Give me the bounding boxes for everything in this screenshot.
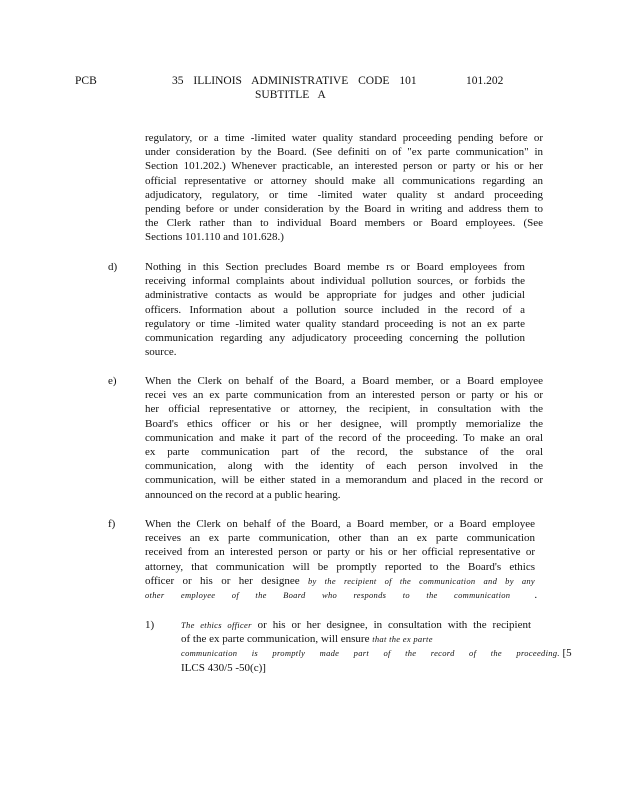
text-line: communication and make it part of the record of the proceeding. To make an oral	[145, 431, 543, 444]
subsection-e-paragraph	[145, 374, 543, 502]
text-line: regulatory or time -limited water quality standard proceeding is not an ex parte	[145, 317, 525, 330]
plain-text: or his or her designee, in consultation with the recipient	[257, 619, 532, 631]
statutory-italic-text: The ethics officer	[181, 620, 252, 630]
text-line: announced on the record at a public hearing.	[145, 488, 341, 501]
item-1-paragraph	[181, 618, 572, 675]
text-line: received from an interested person or party or his or her official representative or	[145, 546, 535, 559]
text-line: her official representative or attorney, the recipient, in consultation with the	[145, 403, 543, 416]
text-line: recei ves an ex parte communication from an interested person or party or his or	[145, 389, 543, 402]
plain-text: .	[534, 589, 538, 602]
continuation-paragraph	[145, 131, 543, 245]
plain-text: of the ex parte communication, will ensure	[181, 633, 370, 646]
subsection-label-e: e)	[108, 375, 117, 387]
text-line: ex parte communication part of the record, the substance of the oral	[145, 446, 543, 459]
subsection-label-f: f)	[108, 518, 116, 530]
text-line: Board's ethics officer or his or her designee, will promptly memorialize the	[145, 417, 543, 430]
text-line: regulatory, or a time -limited water quality standard proceeding pending before or	[145, 132, 543, 144]
text-line: ILCS 430/5 -50(c)]	[181, 661, 266, 674]
text-line: the Clerk rather than to individual Board members or Board employees. (See	[145, 217, 543, 230]
text-line: officers. Information about a pollution source included in the record of a	[145, 303, 525, 316]
text-line: communication, along with the identity of each person involved in the	[145, 460, 543, 473]
text-line: under consideration by the Board. (See definiti on of "ex parte communication" in	[145, 146, 543, 159]
text-line-mixed	[145, 574, 535, 588]
statutory-italic-text: communication is promptly made part of the record of the proceeding.	[181, 648, 560, 659]
item-label-1: 1)	[145, 619, 155, 631]
text-line: When the Clerk on behalf of the Board, a Board member, or a Board employee	[145, 375, 543, 387]
text-line: When the Clerk on behalf of the Board, a Board member, or a Board employee	[145, 518, 535, 530]
text-line-mixed	[145, 588, 538, 602]
text-line: communication regarding any adjudicatory proceeding concerning the pollution	[145, 332, 525, 345]
header-title-line1: 35 ILLINOIS ADMINISTRATIVE CODE 101	[172, 75, 417, 87]
text-line: communication, will be either stated in a memorandum and placed in the record or	[145, 474, 543, 487]
text-line: official representative or attorney should make all communications regarding an	[145, 174, 543, 187]
text-line: Nothing in this Section precludes Board membe rs or Board employees from	[145, 261, 525, 273]
subsection-f-paragraph	[145, 517, 538, 602]
text-line: receiving informal complaints about individual pollution sources, or forbids the	[145, 275, 525, 288]
plain-text: officer or his or her designee	[145, 574, 300, 587]
header-title-line2: SUBTITLE A	[255, 89, 326, 101]
header-agency: PCB	[75, 75, 97, 87]
text-line: Section 101.202.) Whenever practicable, an interested person or party or his or her	[145, 160, 543, 173]
statutory-italic-text: other employee of the Board who responds to the communication	[145, 590, 511, 601]
text-line: source.	[145, 346, 177, 359]
text-line: pending before or under consideration by the Board in writing and address them to	[145, 203, 543, 216]
text-line: attorney, that communication will be promptly reported to the Board's ethics	[145, 560, 535, 573]
plain-text: [5	[562, 647, 572, 660]
text-line-mixed	[181, 632, 531, 646]
text-line: Sections 101.110 and 101.628.)	[145, 231, 284, 244]
header-section-ref: 101.202	[466, 75, 504, 87]
statutory-italic-text: that the ex parte	[372, 634, 433, 645]
subsection-d-paragraph	[145, 260, 525, 359]
subsection-label-d: d)	[108, 261, 118, 273]
text-line: administrative contacts as would be appropriate for judges and other judicial	[145, 289, 525, 302]
text-line: receives an ex parte communication, other than an ex parte communication	[145, 532, 535, 545]
statutory-italic-text: by the recipient of the communication and by any	[307, 575, 535, 586]
text-line-mixed	[181, 618, 531, 632]
text-line-mixed	[181, 646, 572, 660]
text-line: adjudicatory, regulatory, or time -limited water quality st andard proceeding	[145, 188, 543, 201]
